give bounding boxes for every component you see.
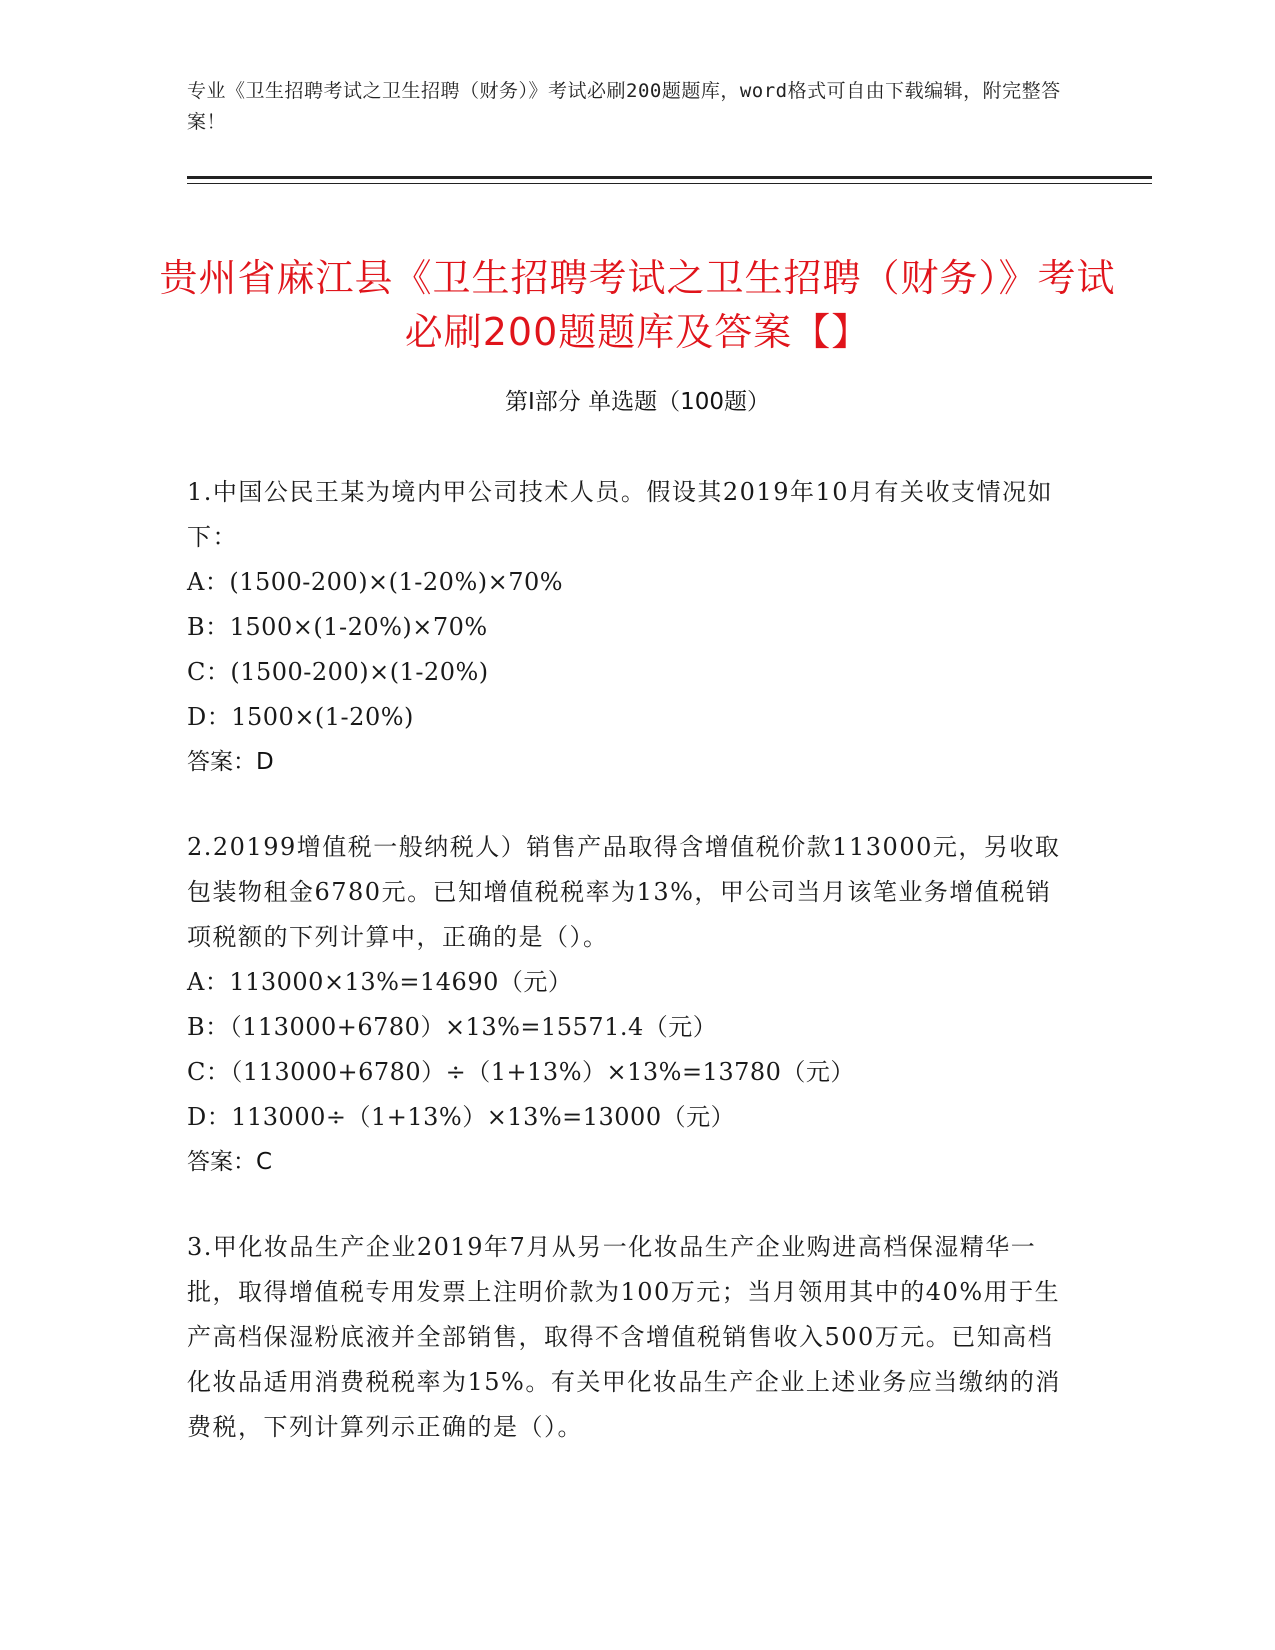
section-heading: 第I部分 单选题（100题）	[505, 389, 770, 415]
answer: 答案：D	[187, 749, 274, 775]
answer: 答案：C	[187, 1149, 273, 1175]
option-a: A：113000×13%=14690（元）	[187, 968, 573, 996]
option-a: A：(1500-200)×(1-20%)×70%	[187, 568, 564, 596]
header-note: 专业《卫生招聘考试之卫生招聘（财务）》考试必刷200题题库，word格式可自由下载编辑，附完整答案！	[187, 80, 1061, 133]
option-d: D：113000÷（1+13%）×13%=13000（元）	[187, 1103, 736, 1131]
question-3	[187, 1225, 1067, 1450]
question-list	[187, 470, 1067, 1490]
question-stem: 3.甲化妆品生产企业2019年7月从另一化妆品生产企业购进高档保湿精华一批，取得增值税专用发票上注明价款为100万元；当月领用其中的40%用于生产高档保湿粉底液并全部销售，取得不含增值税销售收入500万元。已知高档化妆品适用消费税税率为15%。有关甲化妆品生产企业上述业务应当缴纳的消费税，下列计算列示正确的是（）。	[187, 1233, 1061, 1441]
question-1	[187, 470, 1067, 785]
header-rule-thick	[187, 176, 1152, 179]
option-b: B：（113000+6780）×13%=15571.4（元）	[187, 1013, 718, 1041]
document-title: 贵州省麻江县《卫生招聘考试之卫生招聘（财务）》考试必刷200题题库及答案【】	[159, 256, 1116, 355]
option-d: D：1500×(1-20%)	[187, 703, 414, 731]
question-stem: 2.20199增值税一般纳税人）销售产品取得含增值税价款113000元，另收取包装物租金6780元。已知增值税税率为13%，甲公司当月该笔业务增值税销项税额的下列计算中，正确的是（）。	[187, 833, 1061, 951]
option-c: C：(1500-200)×(1-20%)	[187, 658, 489, 686]
question-stem: 1.中国公民王某为境内甲公司技术人员。假设其2019年10月有关收支情况如下：	[187, 478, 1054, 551]
question-2	[187, 825, 1067, 1185]
option-c: C：（113000+6780）÷（1+13%）×13%=13780（元）	[187, 1058, 855, 1086]
option-b: B：1500×(1-20%)×70%	[187, 613, 488, 641]
header-rule-thin	[187, 183, 1152, 184]
